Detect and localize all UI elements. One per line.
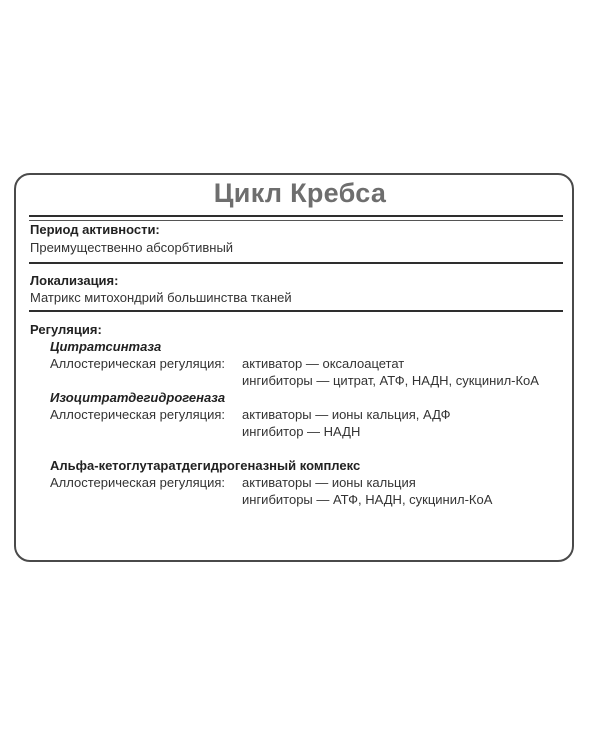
section-divider bbox=[29, 310, 563, 312]
activator-line: активаторы — ионы кальция bbox=[242, 475, 416, 490]
activity-heading: Период активности: bbox=[30, 222, 160, 237]
enzyme-name: Альфа-кетоглутаратдегидрогеназный комплекс bbox=[50, 458, 361, 473]
inhibitor-line: ингибиторы — АТФ, НАДН, сукцинил-КоА bbox=[242, 492, 493, 507]
regulation-label: Аллостерическая регуляция: bbox=[50, 475, 226, 490]
enzyme-name: Цитратсинтаза bbox=[50, 339, 162, 354]
regulation-label: Аллостерическая регуляция: bbox=[50, 407, 226, 422]
activator-line: активаторы — ионы кальция, АДФ bbox=[242, 407, 451, 422]
enzyme-name: Изоцитратдегидрогеназа bbox=[50, 390, 226, 405]
regulation-label: Аллостерическая регуляция: bbox=[50, 356, 226, 371]
card-title: Цикл Кребса bbox=[213, 178, 387, 208]
localization-heading: Локализация: bbox=[30, 273, 119, 288]
regulation-heading: Регуляция: bbox=[30, 322, 102, 337]
inhibitor-line: ингибиторы — цитрат, АТФ, НАДН, сукцинил-КоА bbox=[242, 373, 539, 388]
activator-line: активатор — оксалоацетат bbox=[242, 356, 405, 371]
title-divider bbox=[29, 215, 563, 217]
inhibitor-line: ингибитор — НАДН bbox=[242, 424, 361, 439]
section-divider bbox=[29, 262, 563, 264]
localization-value: Матрикс митохондрий большинства тканей bbox=[30, 290, 292, 305]
activity-value: Преимущественно абсорбтивный bbox=[30, 240, 234, 255]
title-divider-thin bbox=[29, 220, 563, 221]
